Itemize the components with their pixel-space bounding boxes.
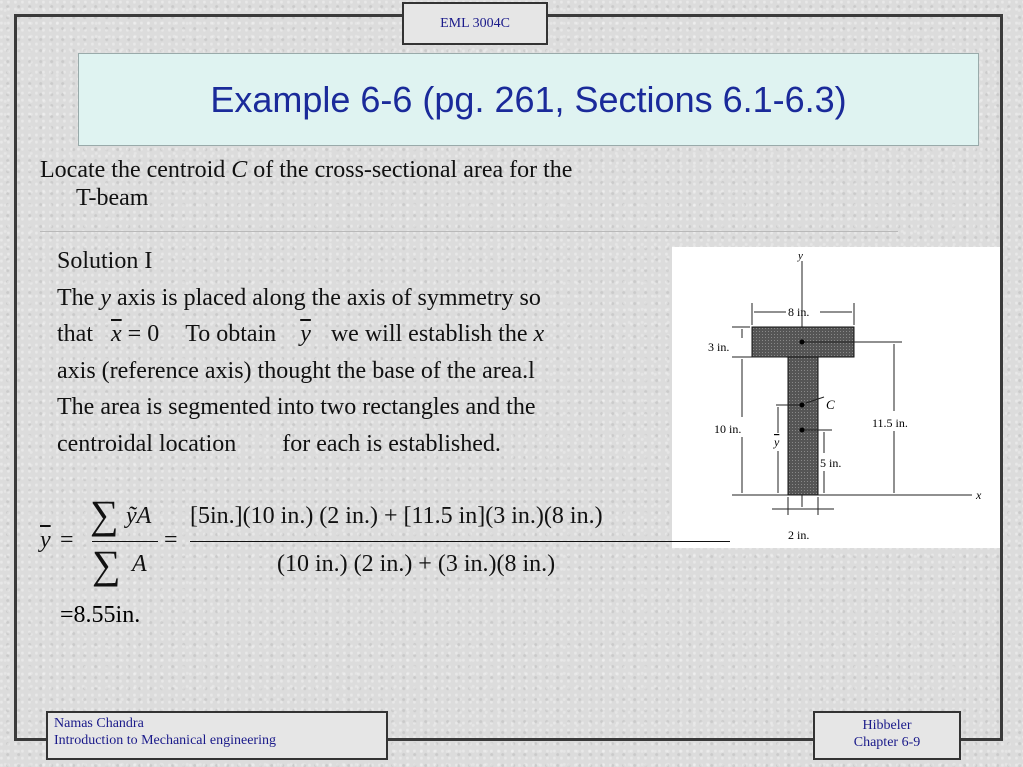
frame-bottom-left (14, 738, 46, 741)
footer-chapter-box (813, 711, 961, 760)
ybar-label: y (774, 435, 780, 449)
intro-text: Locate the centroid (40, 157, 232, 183)
solution-l2-pre: The (57, 284, 101, 311)
xbar-var: $\overline{x}$ (111, 321, 122, 348)
frame-bottom-mid (388, 738, 813, 741)
slide-title: Example 6-6 (pg. 261, Sections 6.1-6.3) (210, 78, 847, 120)
dim-2in: 2 in. (788, 528, 810, 542)
dim-10in: 10 in. (714, 422, 742, 436)
solution-l6-post: for each is established. (282, 430, 501, 457)
frame-right (1000, 14, 1003, 740)
web-rect (788, 357, 818, 495)
solution-line-5: The area is segmented into two rectangles and the (57, 394, 536, 421)
divider (40, 231, 898, 232)
y-axis-label: y (798, 250, 803, 262)
intro-line-2: T-beam (76, 185, 149, 211)
intro-text-2: of the cross-sectional area for the (247, 157, 573, 183)
formula-a: A (132, 551, 147, 577)
sigma-bottom: ∑ (92, 542, 121, 587)
frame-left (14, 14, 17, 740)
centroid-c-label: C (826, 397, 835, 412)
flange-centroid-point (800, 340, 805, 345)
solution-line-2 (57, 280, 687, 317)
solution-l2-var: y (100, 284, 111, 311)
centroid-c-point (800, 403, 805, 408)
formula-denominator: (10 in.) (2 in.) + (3 in.)(8 in.) (277, 551, 556, 577)
formula-eq-1: = (60, 527, 74, 553)
solution-l3-that: that (57, 321, 93, 348)
footer-chapter: Chapter 6-9 (853, 735, 921, 750)
solution-line-4: axis (reference axis) thought the base of the area.l (57, 357, 535, 384)
frame-top-left (14, 14, 402, 17)
title-banner (78, 53, 979, 146)
web-centroid-point (800, 428, 805, 433)
solution-l6-pre: centroidal location (57, 430, 237, 457)
solution-text (57, 243, 687, 463)
formula-ybar: $\overline{y}$ (40, 527, 51, 553)
ybar-var: $\overline{y}$ (300, 321, 311, 348)
solution-l3-post: we will establish the (330, 321, 534, 348)
dim-8in: 8 in. (788, 305, 810, 319)
dim-5in: 5 in. (820, 456, 842, 470)
dim-3in: 3 in. (708, 340, 730, 354)
footer-course-title: Introduction to Mechanical engineering (54, 733, 276, 748)
problem-statement (40, 156, 800, 212)
course-code: EML 3004C (440, 15, 510, 31)
frame-top-right (548, 14, 1003, 17)
solution-l2-post: axis is placed along the axis of symmetry so (110, 284, 541, 311)
formula-result: =8.55in. (60, 602, 141, 628)
footer-author-box (46, 711, 388, 760)
course-code-box (402, 2, 548, 45)
centroid-formula (40, 492, 740, 597)
x-axis-label: x (976, 488, 982, 502)
solution-l3-var: x (533, 321, 545, 348)
solution-l3-obtain: To obtain (185, 321, 277, 348)
formula-ytilde-a: ỹA (126, 503, 152, 529)
solution-line-6 (57, 426, 687, 463)
footer-author: Namas Chandra (54, 716, 144, 731)
frame-bottom-right (961, 738, 1003, 741)
solution-line-3 (57, 316, 687, 353)
frac-line-main (190, 541, 730, 542)
formula-eq-2: = (164, 527, 178, 553)
formula-numerator: [5in.](10 in.) (2 in.) + [11.5 in](3 in.)(8 in.) (190, 503, 603, 529)
dim-11-5in: 11.5 in. (872, 416, 908, 430)
solution-heading: Solution I (57, 248, 153, 274)
centroid-var: C (231, 157, 248, 183)
footer-book: Hibbeler (862, 718, 912, 733)
xbar-equation (111, 316, 159, 353)
sigma-top: ∑ (90, 492, 119, 537)
xbar-eq: = 0 (121, 321, 160, 348)
